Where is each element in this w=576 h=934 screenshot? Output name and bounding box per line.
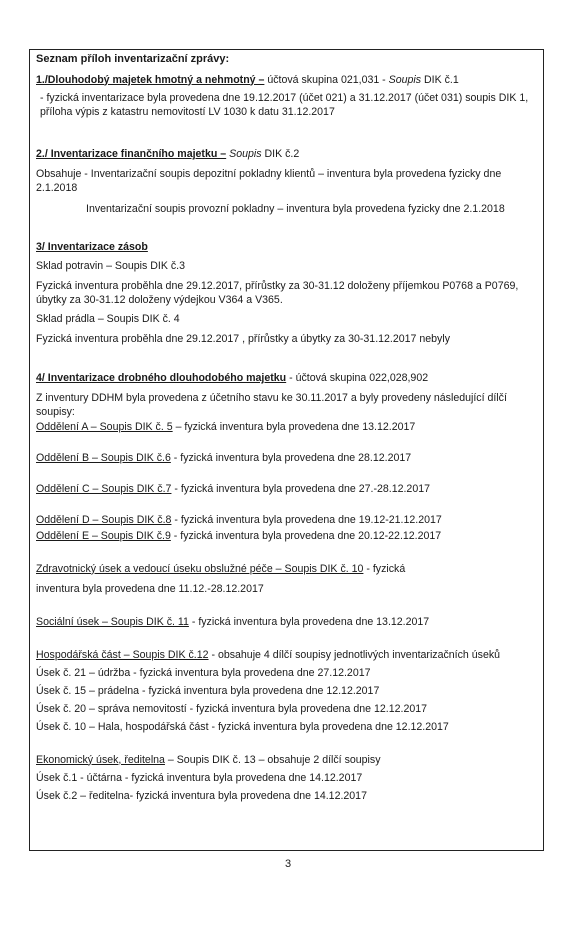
zdravotnicky-label: Zdravotnický úsek a vedoucí úseku obslužné péče – Soupis DIK č. 10 (36, 562, 364, 575)
list-item-oddeleni-e (36, 530, 537, 544)
list-item-hospodarska (36, 649, 537, 663)
list-item-zdravotnicky (36, 563, 537, 577)
ekonomicky-label: Ekonomický úsek, ředitelna (36, 753, 165, 766)
oddeleni-b-text: - fyzická inventura byla provedena dne 28.12.2017 (170, 451, 412, 464)
oddeleni-e-label: Oddělení E – Soupis DIK č.9 (36, 529, 171, 542)
section-2-text-2: Inventarizační soupis provozní pokladny – inventura byla provedena fyzicky dne 2.1.2018 (86, 203, 505, 216)
section-2-dik: DIK č.2 (261, 148, 300, 161)
section-1-account: účtová skupina 021,031 - (264, 73, 389, 86)
section-1-soupis: Soupis (388, 73, 422, 86)
attachments-list-box (29, 49, 544, 851)
list-item-ekonomicky (36, 754, 537, 768)
usek-20: Úsek č. 20 – správa nemovitostí - fyzická inventura byla provedena dne 12.12.2017 (36, 702, 428, 715)
section-2-heading (36, 148, 537, 162)
usek-2: Úsek č.2 – ředitelna- fyzická inventura byla provedena dne 14.12.2017 (36, 789, 367, 802)
section-1-dik: DIK č.1 (421, 73, 459, 86)
section-1-heading (36, 74, 537, 88)
zdravotnicky-text-2: inventura byla provedena dne 11.12.-28.12.2017 (36, 582, 264, 595)
oddeleni-c-label: Oddělení C – Soupis DIK č.7 (36, 482, 172, 495)
zdravotnicky-text: - fyzická (363, 562, 406, 575)
oddeleni-b-label: Oddělení B – Soupis DIK č.6 (36, 451, 171, 464)
hospodarska-label: Hospodářská část – Soupis DIK č.12 (36, 648, 209, 661)
list-item-oddeleni-b (36, 452, 537, 466)
section-3-heading: 3/ Inventarizace zásob (36, 241, 148, 254)
list-item-socialni (36, 616, 537, 630)
usek-1: Úsek č.1 - účtárna - fyzická inventura byla provedena dne 14.12.2017 (36, 771, 363, 784)
section-3-line-1: Sklad potravin – Soupis DIK č.3 (36, 260, 185, 273)
list-item-oddeleni-a (36, 421, 537, 435)
section-3-line-2: Fyzická inventura proběhla dne 29.12.2017, přírůstky za 30-31.12 doloženy příjemkou P0768 a P0769, úbytky za 30-31.12 doloženy výdejkou V364 a V365. (36, 280, 519, 307)
ekonomicky-text: – Soupis DIK č. 13 – obsahuje 2 dílčí soupisy (164, 753, 381, 766)
section-3-line-3: Sklad prádla – Soupis DIK č. 4 (36, 313, 180, 326)
oddeleni-d-label: Oddělení D – Soupis DIK č.8 (36, 513, 172, 526)
section-1-title: 1./Dlouhodobý majetek hmotný a nehmotný – (36, 73, 265, 86)
section-4-account: - účtová skupina 022,028,902 (286, 372, 429, 385)
page-number: 3 (284, 858, 292, 870)
list-item-oddeleni-c (36, 483, 537, 497)
document-title: Seznam příloh inventarizační zprávy: (36, 53, 230, 65)
hospodarska-text: - obsahuje 4 dílčí soupisy jednotlivých inventarizačních úseků (208, 648, 501, 661)
section-2-soupis: Soupis (229, 148, 262, 161)
section-4-intro: Z inventury DDHM byla provedena z účetního stavu ke 30.11.2017 a byly provedeny následující dílčí soupisy: (36, 392, 507, 419)
usek-21: Úsek č. 21 – údržba - fyzická inventura byla provedena dne 27.12.2017 (36, 666, 371, 679)
oddeleni-e-text: - fyzická inventura byla provedena dne 20.12-22.12.2017 (170, 529, 442, 542)
socialni-text: - fyzická inventura byla provedena dne 13.12.2017 (188, 615, 430, 628)
oddeleni-a-text: – fyzická inventura byla provedena dne 13.12.2017 (172, 421, 416, 434)
list-item-oddeleni-d (36, 514, 537, 528)
socialni-label: Sociální úsek – Soupis DIK č. 11 (36, 615, 189, 628)
section-2-text-1: Obsahuje - Inventarizační soupis depozitní pokladny klientů – inventura byla provedena fyzicky dne 2.1.2018 (36, 168, 502, 195)
section-1-text: - fyzická inventarizace byla provedena dne 19.12.2017 (účet 021) a 31.12.2017 (účet 031) soupis DIK 1, příloha výpis z katastru nemovitostí LV 1030 k datu 31.12.2017 (40, 92, 529, 119)
oddeleni-a-label: Oddělení A – Soupis DIK č. 5 (36, 421, 173, 434)
section-4-title: 4/ Inventarizace drobného dlouhodobého majetku (36, 372, 287, 385)
oddeleni-c-text: - fyzická inventura byla provedena dne 27.-28.12.2017 (171, 482, 430, 495)
section-3-line-4: Fyzická inventura proběhla dne 29.12.2017 , přírůstky a úbytky za 30-31.12.2017 nebyly (36, 333, 450, 346)
section-2-title: 2./ Inventarizace finančního majetku – (36, 148, 227, 161)
section-4-heading (36, 372, 537, 386)
oddeleni-d-text: - fyzická inventura byla provedena dne 19.12-21.12.2017 (171, 513, 442, 526)
usek-10: Úsek č. 10 – Hala, hospodářská část - fyzická inventura byla provedena dne 12.12.2017 (36, 720, 449, 733)
usek-15: Úsek č. 15 – prádelna - fyzická inventura byla provedena dne 12.12.2017 (36, 684, 380, 697)
